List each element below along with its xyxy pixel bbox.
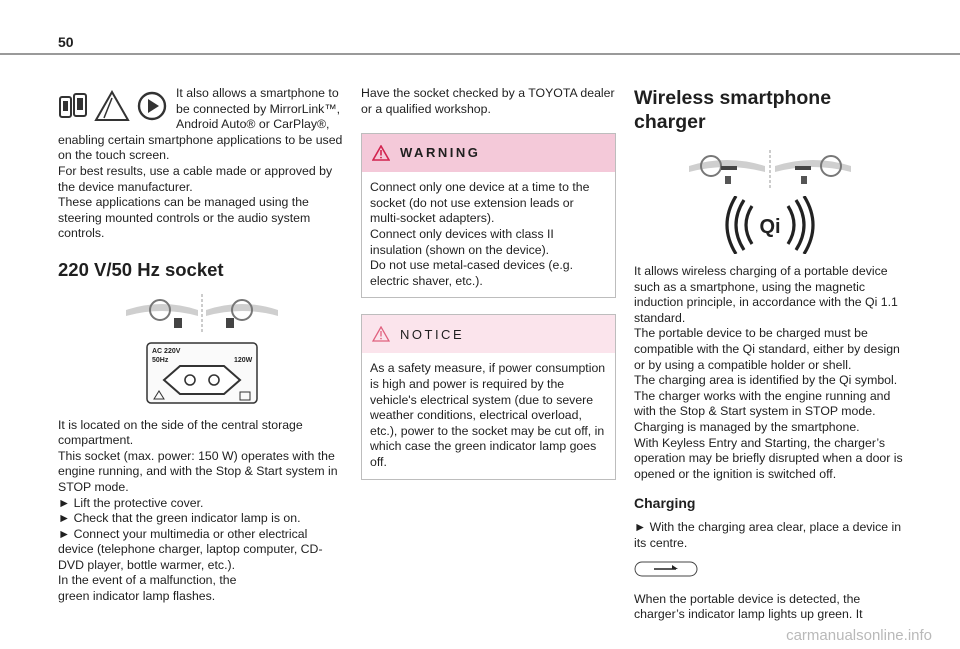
column-left (58, 86, 346, 605)
device-detected-text: When the portable device is detected, the charger’s indicator lamp lights up green. It (634, 591, 863, 622)
mirrorlink-icon (58, 91, 88, 121)
socket-label-power: 120W (234, 356, 253, 364)
charging-step-text: ► With the charging area clear, place a device in its centre. (634, 519, 902, 550)
socket-illustration (58, 342, 346, 404)
projection-intro-text: It also allows a smartphone to be connected by MirrorLink™, Android Auto® or CarPlay®, enabling certain smartphone applications to be used on the touch screen. For best results, use a cable made or approved by the device manufacturer. These applications can be managed using the steering mounted controls or the audio system controls. (58, 86, 343, 241)
notice-title: NOTICE (400, 326, 465, 342)
charging-lamp-icon (634, 561, 698, 577)
column-middle (361, 86, 616, 492)
qi-label: Qi (759, 216, 781, 238)
charging-subtitle: Charging (634, 495, 696, 512)
dashboard-charger-location-icon (685, 148, 855, 190)
socket-check-text: Have the socket checked by a TOYOTA dealer or a qualified workshop. (361, 86, 615, 116)
notice-triangle-icon (372, 326, 390, 342)
charger-location-diagram (634, 148, 906, 190)
notice-text: As a safety measure, if power consumption is high and power is required by the vehicle's electrical system (due to severe weather conditions, electrical overload, etc.), power to the socket may be cut off, in which case the green indicator lamp goes off. (370, 361, 606, 469)
warning-box (361, 133, 616, 298)
warning-title: WARNING (400, 145, 481, 161)
qi-symbol (634, 196, 906, 254)
header-rule (0, 53, 960, 55)
socket-description: It is located on the side of the central storage compartment. This socket (max. power: 150 W) operates with the engine running, and with the Stop & Start system in STOP mode. ► Lift the protective cover. ► Check that the green indicator lamp is on. ► Connect your multimedia or other electrical device (telephone charger, laptop computer, CD-DVD player, bottle warmer, etc.). In the event of a malfunction, the green indicator lamp flashes. (58, 417, 338, 604)
dashboard-socket-location-icon (122, 292, 282, 334)
warning-text: Connect only one device at a time to the socket (do not use extension leads or multi-socket adapters). Connect only devices with class II insulation (shown on the device). Do not use metal-cased devices (e.g. electric shaver, etc.). (370, 180, 590, 288)
warning-triangle-icon (372, 145, 390, 161)
socket-label-voltage: AC 220V (152, 347, 181, 355)
wireless-charger-title: Wireless smartphone charger (634, 87, 832, 133)
qi-wireless-icon (722, 196, 818, 254)
wireless-charger-description: It allows wireless charging of a portable device such as a smartphone, using the magnetic induction principle, in accordance with the Qi 1.1 standard. The portable device to be charged must be compatible with the Qi standard, either by design or by using a compatible holder or shell. The charging area is identified by the Qi symbol. The charger works with the engine running and with the Stop & Start system in STOP mode. Charging is managed by the smartphone. With Keyless Entry and Starting, the charger’s operation may be briefly disrupted when a door is opened or the ignition is switched off. (634, 264, 903, 481)
socket-section-title: 220 V/50 Hz socket (58, 258, 224, 280)
column-right (634, 86, 906, 623)
socket-location-diagram (58, 292, 346, 334)
carplay-icon (136, 90, 168, 122)
projection-icons (58, 86, 168, 126)
socket-panel-icon (146, 342, 258, 404)
page-number: 50 (58, 34, 74, 50)
notice-header (362, 315, 615, 353)
android-auto-icon (94, 90, 130, 122)
charging-indicator-pill (634, 561, 906, 582)
socket-label-frequency: 50Hz (152, 356, 169, 364)
watermark: carmanualsonline.info (786, 627, 932, 644)
notice-box (361, 314, 616, 479)
warning-header (362, 134, 615, 172)
